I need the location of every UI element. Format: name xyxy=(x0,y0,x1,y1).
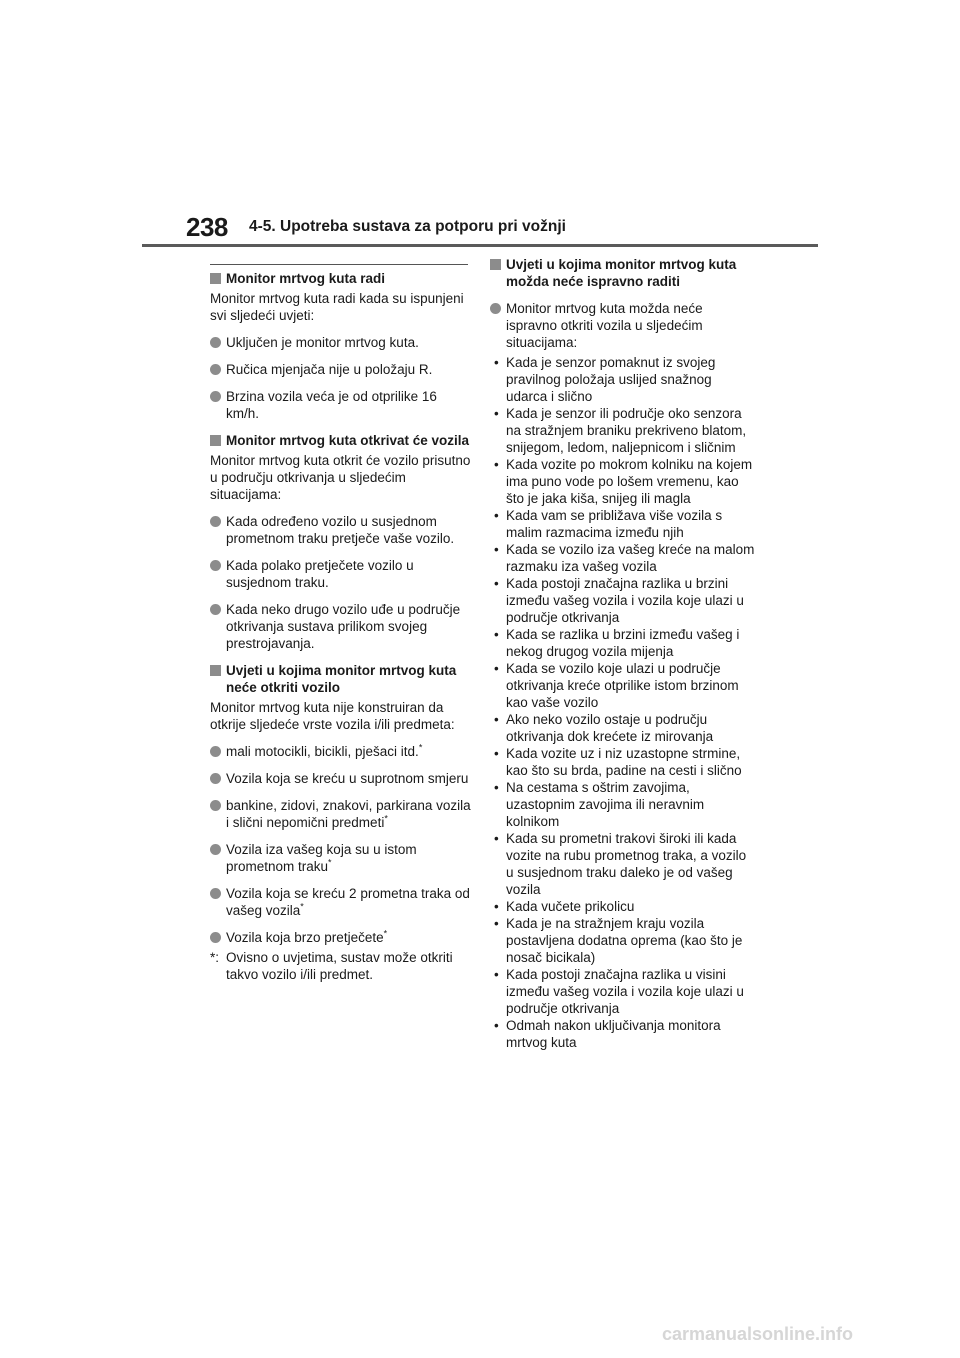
condition-item xyxy=(490,711,755,745)
dot-bullet-icon: • xyxy=(494,576,499,591)
list-item xyxy=(490,300,755,351)
circle-bullet-icon xyxy=(210,773,221,784)
condition-item xyxy=(490,898,755,915)
heading-not-detected xyxy=(210,662,472,696)
square-bullet-icon xyxy=(210,273,221,284)
condition-text: Na cestama s oštrim zavojima, uzastopnim zavojima ili neravnim kolnikom xyxy=(506,780,705,829)
condition-text: Kada vozite uz i niz uzastopne strmine, kao što su brda, padine na cesti i slično xyxy=(506,746,742,778)
list-item-text: mali motocikli, bicikli, pješaci itd. xyxy=(226,744,419,759)
condition-text: Kada se vozilo koje ulazi u područje otkrivanja kreće otprilike istom brzinom kao vaše vozilo xyxy=(506,661,739,710)
circle-bullet-icon xyxy=(210,932,221,943)
list-item-text: Kada neko drugo vozilo uđe u područje otkrivanja sustava prilikom svojeg prestrojavanja. xyxy=(226,602,461,651)
watermark: carmanualsonline.info xyxy=(662,1324,854,1344)
list-item-text: Kada polako pretječete vozilo u susjednom traku. xyxy=(226,558,414,590)
square-bullet-icon xyxy=(490,259,501,270)
footnote xyxy=(210,949,472,983)
condition-item xyxy=(490,966,755,1017)
circle-bullet-icon xyxy=(210,516,221,527)
paragraph: Monitor mrtvog kuta radi kada su ispunjeni svi sljedeći uvjeti: xyxy=(210,291,464,323)
heading-text: Monitor mrtvog kuta otkrivat će vozila xyxy=(226,433,470,448)
heading-detects-vehicles xyxy=(210,432,472,449)
list-item-text: Vozila koja se kreću 2 prometna traka od vašeg vozila xyxy=(226,886,470,918)
dot-bullet-icon: • xyxy=(494,746,499,761)
heading-text: Uvjeti u kojima monitor mrtvog kuta možda neće ispravno raditi xyxy=(506,257,737,289)
condition-text: Kada postoji značajna razlika u visini između vašeg vozila i vozila koje ulazi u područje otkrivanja xyxy=(506,967,744,1016)
paragraph: Monitor mrtvog kuta nije konstruiran da otkrije sljedeće vrste vozila i/ili predmeta: xyxy=(210,700,455,732)
condition-text: Kada se vozilo iza vašeg kreće na malom razmaku iza vašeg vozila xyxy=(506,542,755,574)
list-item xyxy=(210,388,472,422)
dot-bullet-icon: • xyxy=(494,967,499,982)
dot-bullet-icon: • xyxy=(494,899,499,914)
circle-bullet-icon xyxy=(210,746,221,757)
condition-text: Odmah nakon uključivanja monitora mrtvog kuta xyxy=(506,1018,721,1050)
footnote-text: Ovisno o uvjetima, sustav može otkriti takvo vozilo i/ili predmet. xyxy=(226,950,453,982)
heading-text: Uvjeti u kojima monitor mrtvog kuta neće otkriti vozilo xyxy=(226,663,457,695)
footnote-asterisk: * xyxy=(300,901,304,912)
circle-bullet-icon xyxy=(210,844,221,855)
footnote-asterisk: * xyxy=(384,813,388,824)
condition-text: Kada su prometni trakovi široki ili kada vozite na rubu prometnog traka, a vozilo u susjednom traku daleko je od vašeg vozila xyxy=(506,831,747,897)
circle-bullet-icon xyxy=(490,303,501,314)
dot-bullet-icon: • xyxy=(494,712,499,727)
list-item-text: Kada određeno vozilo u susjednom prometnom traku pretječe vaše vozilo. xyxy=(226,514,455,546)
condition-text: Kada vozite po mokrom kolniku na kojem ima puno vode po lošem vremenu, kao što je jaka kiša, snijeg ili magla xyxy=(506,457,753,506)
condition-text: Kada vam se približava više vozila s malim razmacima između njih xyxy=(506,508,723,540)
list-item xyxy=(210,797,472,831)
circle-bullet-icon xyxy=(210,604,221,615)
list-item-text: Vozila iza vašeg koja su u istom prometnom traku xyxy=(226,842,417,874)
list-item-text: Monitor mrtvog kuta možda neće ispravno otkriti vozila u sljedećim situacijama: xyxy=(506,301,703,350)
list-item xyxy=(210,361,472,378)
list-item-text: Uključen je monitor mrtvog kuta. xyxy=(226,335,419,350)
condition-item xyxy=(490,745,755,779)
condition-item xyxy=(490,830,755,898)
condition-item xyxy=(490,354,755,405)
circle-bullet-icon xyxy=(210,888,221,899)
circle-bullet-icon xyxy=(210,560,221,571)
header-divider xyxy=(142,244,818,247)
condition-text: Kada vučete prikolicu xyxy=(506,899,635,914)
condition-item xyxy=(490,405,755,456)
column-divider xyxy=(210,264,468,265)
condition-item xyxy=(490,915,755,966)
circle-bullet-icon xyxy=(210,337,221,348)
condition-list xyxy=(490,354,755,1051)
condition-item xyxy=(490,1017,755,1051)
list-item xyxy=(210,334,472,351)
paragraph: Monitor mrtvog kuta otkrit će vozilo prisutno u području otkrivanja u sljedećim situacijama: xyxy=(210,453,471,502)
dot-bullet-icon: • xyxy=(494,661,499,676)
dot-bullet-icon: • xyxy=(494,780,499,795)
list-item xyxy=(210,770,472,787)
circle-bullet-icon xyxy=(210,800,221,811)
condition-text: Kada je senzor ili područje oko senzora na stražnjem braniku prekriveno blatom, snijegom, ledom, naljepnicom i sličnim xyxy=(506,406,747,455)
dot-bullet-icon: • xyxy=(494,627,499,642)
footnote-marker: *: xyxy=(210,950,220,965)
dot-bullet-icon: • xyxy=(494,916,499,931)
list-item xyxy=(210,929,472,946)
list-item-text: bankine, zidovi, znakovi, parkirana vozila i slični nepomični predmeti xyxy=(226,798,471,830)
condition-item xyxy=(490,575,755,626)
heading-may-not-work xyxy=(490,256,755,290)
circle-bullet-icon xyxy=(210,391,221,402)
dot-bullet-icon: • xyxy=(494,831,499,846)
dot-bullet-icon: • xyxy=(494,406,499,421)
condition-item xyxy=(490,541,755,575)
list-item-text: Ručica mjenjača nije u položaju R. xyxy=(226,362,433,377)
list-item xyxy=(210,743,472,760)
dot-bullet-icon: • xyxy=(494,508,499,523)
footnote-asterisk: * xyxy=(328,857,332,868)
condition-text: Ako neko vozilo ostaje u području otkrivanja dok krećete iz mirovanja xyxy=(506,712,714,744)
list-item xyxy=(210,513,472,547)
square-bullet-icon xyxy=(210,665,221,676)
left-column xyxy=(210,270,472,983)
list-item xyxy=(210,841,472,875)
section-title: 4-5. Upotreba sustava za potporu pri vožnji xyxy=(249,218,566,235)
heading-monitor-active xyxy=(210,270,472,287)
condition-item xyxy=(490,626,755,660)
list-item xyxy=(210,885,472,919)
heading-text: Monitor mrtvog kuta radi xyxy=(226,271,386,286)
condition-item xyxy=(490,507,755,541)
right-column xyxy=(490,256,755,1051)
condition-item xyxy=(490,660,755,711)
footnote-asterisk: * xyxy=(418,742,423,753)
dot-bullet-icon: • xyxy=(494,355,499,370)
circle-bullet-icon xyxy=(210,364,221,375)
list-item-text: Brzina vozila veća je od otprilike 16 km/h. xyxy=(226,389,437,421)
condition-text: Kada je na stražnjem kraju vozila postavljena dodatna oprema (kao što je nosač bicikala) xyxy=(506,916,743,965)
condition-text: Kada je senzor pomaknut iz svojeg pravilnog položaja uslijed snažnog udarca i slično xyxy=(506,355,716,404)
condition-item xyxy=(490,456,755,507)
condition-item xyxy=(490,779,755,830)
list-item-text: Vozila koja se kreću u suprotnom smjeru xyxy=(226,771,469,786)
condition-text: Kada postoji značajna razlika u brzini između vašeg vozila i vozila koje ulazi u područje otkrivanja xyxy=(506,576,744,625)
footnote-asterisk: * xyxy=(383,928,388,939)
list-item-text: Vozila koja brzo pretječete xyxy=(226,930,384,945)
dot-bullet-icon: • xyxy=(494,457,499,472)
list-item xyxy=(210,557,472,591)
condition-text: Kada se razlika u brzini između vašeg i nekog drugog vozila mijenja xyxy=(506,627,740,659)
page-number: 238 xyxy=(186,212,228,242)
dot-bullet-icon: • xyxy=(494,1018,499,1033)
list-item xyxy=(210,601,472,652)
dot-bullet-icon: • xyxy=(494,542,499,557)
square-bullet-icon xyxy=(210,435,221,446)
